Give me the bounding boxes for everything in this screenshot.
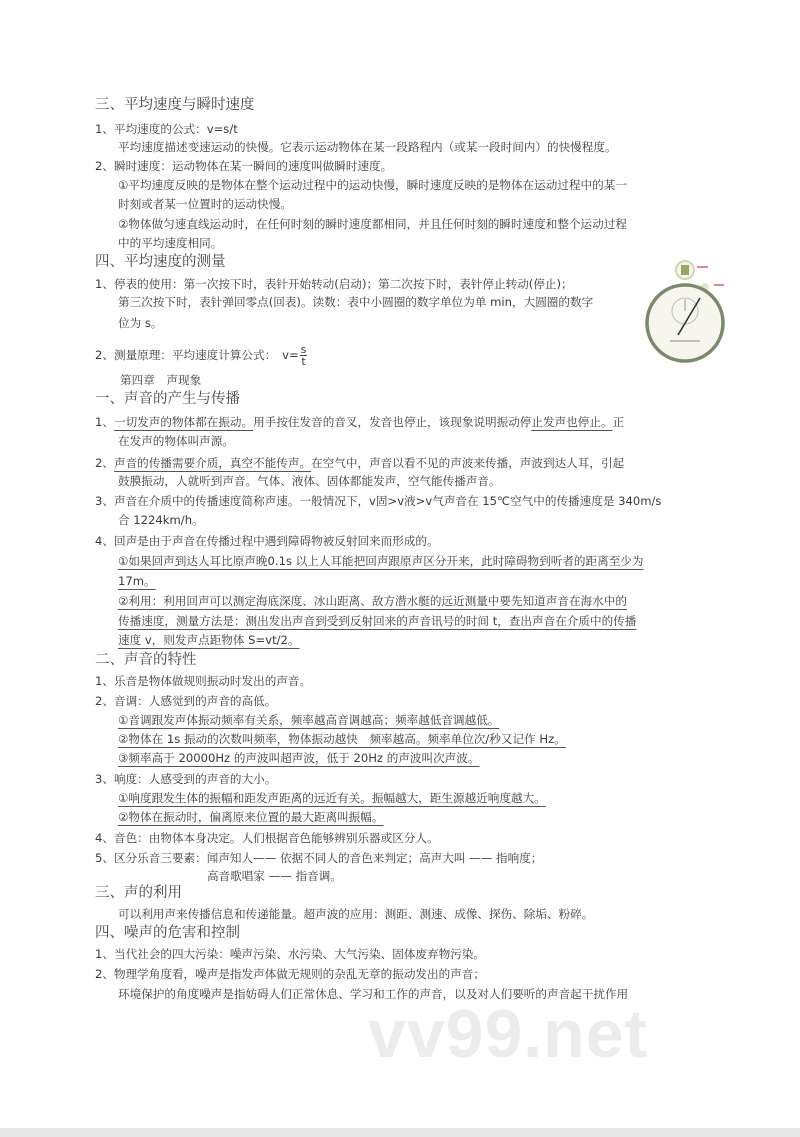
text-line: 中的平均速度相同。 <box>118 236 223 250</box>
underlined-text: 一切发声的物体都在振动。 <box>113 415 254 429</box>
text-line: ②物体做匀速直线运动时，在任何时刻的瞬时速度都相同，并且任何时刻的瞬时速度和整个运动过程 <box>118 217 627 231</box>
underlined-text: 声音的传播需要介质，真空不能传声。 <box>113 456 312 470</box>
section-heading: 二、声音的特性 <box>95 652 197 668</box>
text-line: 2、瞬时速度：运动物体在某一瞬间的速度叫做瞬时速度。 <box>95 159 393 173</box>
underlined-line: ①如果回声到达人耳比原声晚0.1s 以上人耳能把回声跟原声区分开来，此时障碍物到听者的距离至少为 <box>118 554 644 568</box>
underlined-text: 止发声也停止。 <box>531 415 613 429</box>
text-line: ①平均速度反映的是物体在整个运动过程中的运动快慢，瞬时速度反映的是物体在运动过程中的某一 <box>118 178 627 192</box>
text-line: 平均速度描述变速运动的快慢。它表示运动物体在某一段路程内（或某一段时间内）的快慢程度。 <box>118 140 617 154</box>
text-line: 高音歌唱家 —— 指音调。 <box>207 869 342 883</box>
chapter-title: 第四章 声现象 <box>120 373 202 387</box>
text-line: 5、区分乐音三要素：闻声知人—— 依据不同人的音色来判定；高声大叫 —— 指响度； <box>95 851 543 865</box>
text-line: 1、停表的使用：第一次按下时，表针开始转动(启动)；第二次按下时，表针停止转动(停止)； <box>95 277 573 291</box>
stopwatch-crown <box>681 265 689 275</box>
text: 在空气中，声音以看不见的声波来传播，声波到达人耳，引起 <box>311 456 625 470</box>
text-line: 1、乐音是物体做规则振动时发出的声音。 <box>95 674 312 688</box>
text-line: 1、平均速度的公式：v=s/t <box>95 122 238 136</box>
underlined-line: ②物体在振动时，偏离原来位置的最大距离叫振幅。 <box>118 810 384 824</box>
text-line: 环境保护的角度噪声是指妨碍人们正常休息、学习和工作的声音，以及对人们要听的声音起干扰作用 <box>118 987 629 1001</box>
text-line: 鼓膜振动，人就听到声音。气体、液体、固体都能发声，空气能传播声音。 <box>118 474 501 488</box>
section-heading: 四、平均速度的测量 <box>95 254 226 270</box>
text-line: 第三次按下时，表针弹回零点(回表)。读数：表中小圆圈的数字单位为单 min，大圆圈的数字 <box>118 295 594 309</box>
text-line: 3、响度：人感受到的声音的大小。 <box>95 772 277 786</box>
text-line <box>95 455 624 471</box>
text-line: 2、物理学角度看，噪声是指发声体做无规则的杂乱无章的振动发出的声音； <box>95 967 485 981</box>
text: 用手按住发音的音叉，发音也停止，该现象说明振动停 <box>253 415 532 429</box>
section-heading: 一、声音的产生与传播 <box>95 391 240 407</box>
formula-label: 2、测量原理：平均速度计算公式： v= <box>95 348 299 362</box>
item-number: 1、 <box>95 415 114 429</box>
text-line: 合 1224km/h。 <box>118 513 204 527</box>
section-heading: 三、声的利用 <box>95 885 182 901</box>
fraction <box>300 344 308 367</box>
text-line: 1、当代社会的四大污染：噪声污染、水污染、大气污染、固体废弃物污染。 <box>95 947 485 961</box>
text-line: 4、回声是由于声音在传播过程中遇到障碍物被反射回来而形成的。 <box>95 534 439 548</box>
section-heading: 四、噪声的危害和控制 <box>95 925 240 941</box>
text-line: 4、音色：由物体本身决定。人们根据音色能够辨别乐器或区分人。 <box>95 831 439 845</box>
formula-line <box>95 344 307 367</box>
page-bottom-edge <box>0 1128 800 1137</box>
underlined-line: ②利用：利用回声可以测定海底深度、冰山距离、敌方潜水艇的远近测量中要先知道声音在海水中的 <box>118 594 627 608</box>
text-line: 可以利用声来传播信息和传递能量。超声波的应用：测距、测速、成像、探伤、除垢、粉碎。 <box>118 907 594 921</box>
watermark: vv99.net <box>368 996 649 1072</box>
denominator: t <box>301 355 306 368</box>
item-number: 2、 <box>95 456 114 470</box>
underlined-line: ③频率高于 20000Hz 的声波叫超声波，低于 20Hz 的声波叫次声波。 <box>118 751 480 765</box>
text-line <box>95 414 624 430</box>
numerator: s <box>300 343 307 356</box>
stopwatch-image <box>640 255 750 370</box>
text: 正 <box>612 415 625 429</box>
underlined-line: ①音调跟发声体振动频率有关系，频率越高音调越高；频率越低音调越低。 <box>118 713 500 727</box>
underlined-line: 17m。 <box>118 574 156 588</box>
underlined-line: ②物体在 1s 振动的次数叫频率，物体振动越快 频率越高。频率单位次/秒又记作 Hz。 <box>118 732 566 746</box>
underlined-line: 速度 v，则发声点距物体 S=vt/2。 <box>118 633 300 647</box>
text-line: 位为 s。 <box>118 316 163 330</box>
text-line: 在发声的物体叫声源。 <box>118 434 234 448</box>
underlined-line: ①响度跟发生体的振幅和距发声距离的远近有关。振幅越大，距生源越近响度越大。 <box>118 791 546 805</box>
underlined-line: 传播速度，测量方法是：测出发出声音到受到反射回来的声音讯号的时间 t，查出声音在介质中的传播 <box>118 614 637 628</box>
text-line: 3、声音在介质中的传播速度简称声速。一般情况下，v固>v液>v气声音在 15℃空气中的传播速度是 340m/s <box>95 494 662 508</box>
text-line: 时刻或者某一位置时的运动快慢。 <box>118 197 292 211</box>
text-line: 2、音调：人感觉到的声音的高低。 <box>95 694 277 708</box>
section-heading: 三、平均速度与瞬时速度 <box>95 97 255 113</box>
